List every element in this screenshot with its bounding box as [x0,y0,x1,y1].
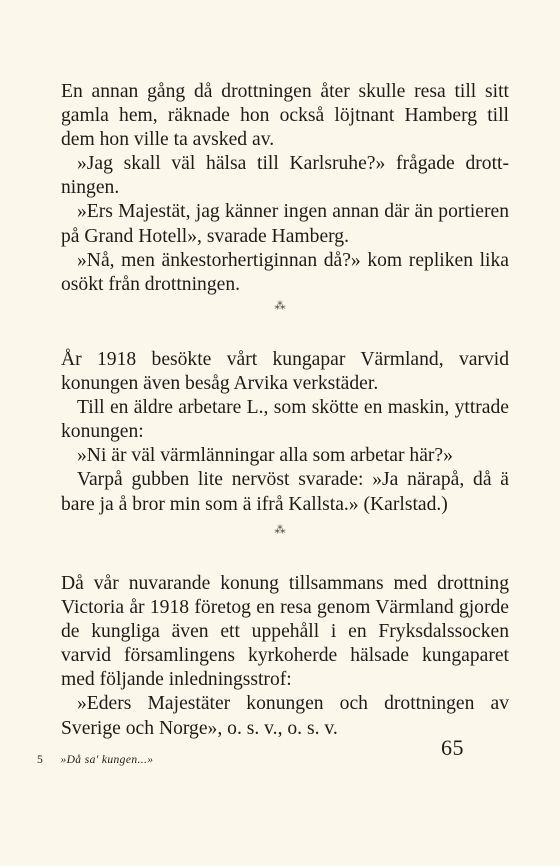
section-divider: ⁂ [274,523,286,536]
paragraph: År 1918 besökte vårt kungapar Värmland, varvid konungen även besåg Arvika verkstäder. [61,349,509,395]
paragraph: Till en äldre arbetare L., som skötte en maskin, yttrade konungen: [61,397,509,443]
signature-title: »Då sa' kungen...» [60,754,154,766]
paragraph: En annan gång då drottningen åter skulle resa till sitt gamla hem, räknade hon också löjtnant Hamberg till dem hon ville ta avsked av. [61,81,509,151]
printer-signature [37,754,153,766]
text-block-1 [61,80,509,297]
paragraph: »Ers Majestät, jag känner ingen annan där än portieren på Grand Hotell», svarade Hamberg. [61,201,509,247]
text-block-2 [61,348,509,517]
paragraph: »Jag skall väl hälsa till Karlsruhe?» frågade drottningen. [61,153,509,199]
signature-number: 5 [37,754,44,766]
paragraph: »Eders Majestäter konungen och drottningen av Sverige och Norge», o. s. v., o. s. v. [61,693,509,739]
paragraph: »Nå, men änkestorhertiginnan då?» kom repliken lika osökt från drottningen. [61,249,509,295]
paragraph: »Ni är väl värmlänningar alla som arbetar här?» [77,445,453,467]
text-block-3 [61,572,509,741]
paragraph: Varpå gubben lite nervöst svarade: »Ja närapå, då ä bare ja å bror min som ä ifrå Kallsta.» (Karlstad.) [61,469,509,515]
paragraph: Då vår nuvarande konung tillsammans med drottning Victoria år 1918 företog en resa genom Värmland gjorde de kungliga även ett uppehåll i en Fryksdalssocken varvid församlingens kyrkoherde hälsade kungaparet med följande inledningsstrof: [61,573,509,691]
page-number: 65 [441,735,464,760]
section-divider: ⁂ [274,299,286,312]
